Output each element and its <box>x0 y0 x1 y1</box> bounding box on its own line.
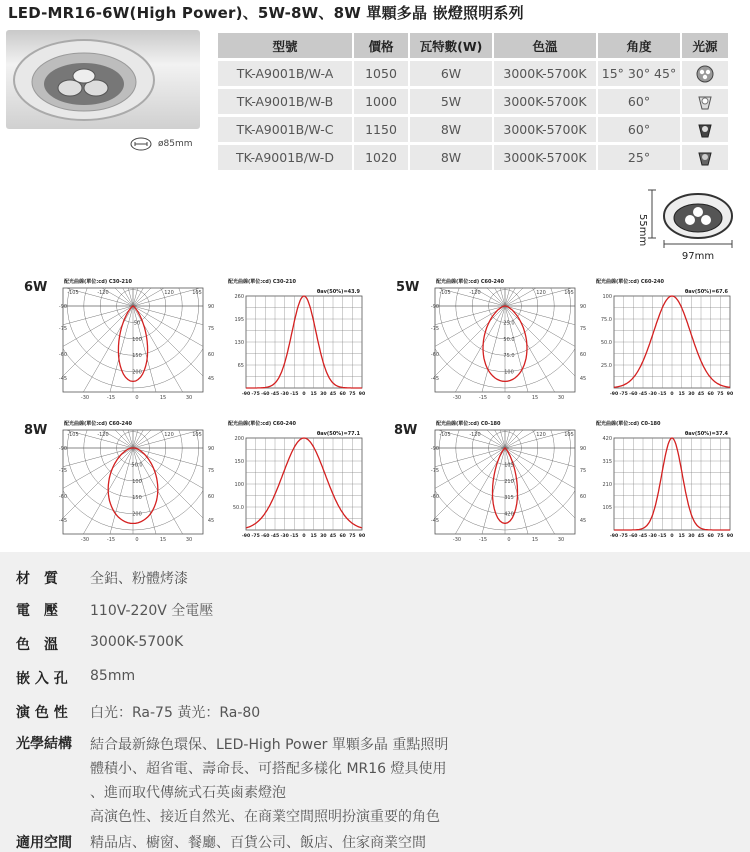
angle-label: -15 <box>478 537 488 543</box>
cell-angle: 60° <box>598 117 680 142</box>
x-tick-label: 60 <box>707 534 714 539</box>
spec-line: 、進而取代傳統式石英鹵素燈泡 <box>90 785 286 801</box>
x-tick-label: -75 <box>619 534 628 539</box>
angle-label: 120 <box>536 290 546 296</box>
cell-temp: 3000K-5700K <box>494 61 596 86</box>
angle-label: -105 <box>439 290 451 296</box>
x-tick-label: 45 <box>697 392 705 397</box>
radial-label: 200 <box>132 369 142 376</box>
cell-temp: 3000K-5700K <box>494 89 596 114</box>
spec-label: 演 色 性 <box>16 705 68 721</box>
x-tick-label: 90 <box>358 392 366 397</box>
angle-label: -75 <box>58 326 68 332</box>
power-label-8w-a: 8W <box>24 423 48 438</box>
angle-label: 15 <box>159 537 167 543</box>
angle-label: -90 <box>430 446 440 452</box>
y-tick-label: 105 <box>602 505 612 511</box>
led-bulb-icon <box>696 93 714 111</box>
angle-label: -15 <box>478 395 488 401</box>
chart-title: 配光曲線(單位:cd) C30-210 <box>228 279 296 285</box>
spec-value: 精品店、櫥窗、餐廳、百貨公司、飯店、住家商業空間 <box>90 835 426 851</box>
x-tick-label: 0 <box>670 534 674 539</box>
chart-title: 配光曲線(單位:cd) C60-240 <box>228 421 296 427</box>
radial-label: 100 <box>132 478 142 485</box>
spec-value: 3000K-5700K <box>90 634 184 650</box>
angle-label: 30 <box>185 395 193 401</box>
cell-model: TK-A9001B/W-A <box>218 61 352 86</box>
cell-source <box>682 89 728 114</box>
radial-label: 200 <box>132 511 142 518</box>
angle-label: 30 <box>557 537 565 543</box>
width-dimension: 97mm <box>681 251 715 262</box>
top-view-diagram <box>637 182 742 264</box>
angle-label: -45 <box>58 376 68 382</box>
spec-line: 高演色性、接近自然光、在商業空間照明扮演重要的角色 <box>90 809 440 825</box>
x-tick-label: 30 <box>688 534 695 539</box>
cell-model: TK-A9001B/W-C <box>218 117 352 142</box>
x-tick-label: 90 <box>358 534 366 539</box>
radial-label: 420 <box>504 511 514 518</box>
angle-label: 15 <box>531 537 539 543</box>
x-tick-label: 75 <box>349 392 356 397</box>
spec-color-temp <box>16 634 183 654</box>
cell-price: 1020 <box>354 145 408 170</box>
radial-label: 105 <box>504 462 514 469</box>
x-tick-label: -60 <box>629 534 638 539</box>
angle-label: 90 <box>579 446 587 452</box>
chart-title: 配光曲線(單位:cd) C60-240 <box>436 279 504 285</box>
angle-label: -120 <box>469 290 481 296</box>
angle-label: 30 <box>557 395 565 401</box>
x-tick-label: -30 <box>280 392 289 397</box>
angle-label: 60 <box>207 494 215 500</box>
cell-watt: 5W <box>410 89 492 114</box>
spec-value: 110V-220V 全電壓 <box>90 603 214 619</box>
spec-label: 材 質 <box>16 571 58 587</box>
x-tick-label: -90 <box>609 392 619 397</box>
x-tick-label: 0 <box>302 392 306 397</box>
beam-chart-5w <box>592 274 734 400</box>
header-source: 光源 <box>682 33 728 58</box>
chart-title: 配光曲線(單位:cd) C60-240 <box>596 279 664 285</box>
spec-value <box>90 733 448 829</box>
angle-label: -105 <box>67 290 79 296</box>
beam-chart-8w-b <box>592 416 734 542</box>
x-tick-label: 60 <box>707 392 714 397</box>
chart-title: 配光曲線(單位:cd) C0-180 <box>596 421 661 427</box>
angle-label: -75 <box>430 326 440 332</box>
spec-table-header <box>218 33 728 58</box>
x-tick-label: 45 <box>697 534 705 539</box>
grid-spoke <box>133 171 169 306</box>
header-price: 價格 <box>354 33 408 58</box>
angle-label: 105 <box>564 290 574 296</box>
x-tick-label: 75 <box>717 392 724 397</box>
y-tick-label: 195 <box>234 317 244 323</box>
angle-label: 90 <box>207 446 215 452</box>
x-tick-label: 15 <box>310 392 317 397</box>
angle-label: 30 <box>185 537 193 543</box>
angle-label: 45 <box>579 376 587 382</box>
y-tick-label: 210 <box>602 482 612 488</box>
angle-label: 0 <box>507 395 511 401</box>
x-tick-label: 45 <box>329 534 337 539</box>
spec-table <box>216 30 730 173</box>
cell-source <box>682 61 728 86</box>
cell-watt: 6W <box>410 61 492 86</box>
x-tick-label: 45 <box>329 392 337 397</box>
polar-chart-6w <box>56 274 215 401</box>
y-tick-label: 65 <box>237 363 244 369</box>
x-tick-label: 60 <box>339 392 346 397</box>
cell-price: 1050 <box>354 61 408 86</box>
header-model: 型號 <box>218 33 352 58</box>
cell-model: TK-A9001B/W-D <box>218 145 352 170</box>
power-label-8w-b: 8W <box>394 423 418 438</box>
angle-label: 60 <box>579 494 587 500</box>
spec-label: 嵌 入 孔 <box>16 671 68 687</box>
spec-label: 電 壓 <box>16 603 58 619</box>
y-tick-label: 130 <box>234 340 244 346</box>
y-tick-label: 75.0 <box>600 317 612 323</box>
grid-spoke <box>505 171 541 306</box>
beam-angle-label: θav(50%)=37.4 <box>684 431 728 437</box>
table-row <box>218 117 728 142</box>
radial-label: 150 <box>132 353 142 360</box>
angle-label: -45 <box>430 518 440 524</box>
spec-label: 光學結構 <box>16 736 72 752</box>
spec-label: 色 溫 <box>16 637 58 653</box>
radial-label: 25.0 <box>503 320 515 327</box>
chart-title: 配光曲線(單位:cd) C0-180 <box>436 421 501 427</box>
polar-chart-8w-a <box>56 416 215 543</box>
cell-temp: 3000K-5700K <box>494 145 596 170</box>
table-row <box>218 61 728 86</box>
y-tick-label: 420 <box>602 436 612 442</box>
table-row <box>218 145 728 170</box>
angle-label: -15 <box>106 395 116 401</box>
angle-label: 45 <box>207 518 215 524</box>
spec-line: 體積小、超省電、壽命長、可搭配多樣化 MR16 燈具使用 <box>90 761 447 777</box>
page-title: LED-MR16-6W(High Power)、5W-8W、8W 單顆多晶 嵌燈照明系列 <box>8 4 524 22</box>
angle-label: -30 <box>452 395 462 401</box>
angle-label: 105 <box>564 432 574 438</box>
x-tick-label: -75 <box>251 534 260 539</box>
cell-source <box>682 145 728 170</box>
cell-watt: 8W <box>410 117 492 142</box>
header-watt: 瓦特數(W) <box>410 33 492 58</box>
table-row <box>218 89 728 114</box>
downlight-image <box>6 30 200 129</box>
header-angle: 角度 <box>598 33 680 58</box>
angle-label: -90 <box>58 446 68 452</box>
angle-label: -120 <box>97 290 109 296</box>
x-tick-label: 15 <box>678 392 685 397</box>
angle-label: -30 <box>80 395 90 401</box>
x-tick-label: 75 <box>349 534 356 539</box>
x-tick-label: -60 <box>629 392 638 397</box>
radial-label: 150 <box>132 495 142 502</box>
angle-label: 75 <box>207 468 215 474</box>
x-tick-label: -90 <box>241 392 251 397</box>
angle-label: -75 <box>430 468 440 474</box>
angle-label: -60 <box>430 352 440 358</box>
product-photo <box>6 30 200 129</box>
angle-label: 45 <box>579 518 587 524</box>
x-tick-label: 15 <box>678 534 685 539</box>
x-tick-label: -30 <box>648 392 657 397</box>
cell-source <box>682 117 728 142</box>
cell-temp: 3000K-5700K <box>494 117 596 142</box>
y-tick-label: 260 <box>234 294 244 300</box>
x-tick-label: -30 <box>648 534 657 539</box>
angle-label: 90 <box>579 304 587 310</box>
x-tick-label: 15 <box>310 534 317 539</box>
x-tick-label: 0 <box>670 392 674 397</box>
chart-title: 配光曲線(單位:cd) C60-240 <box>64 421 132 427</box>
radial-label: 50.0 <box>503 336 515 343</box>
cell-watt: 8W <box>410 145 492 170</box>
spec-value: 白光：Ra-75 黃光：Ra-80 <box>90 705 261 721</box>
grid-spoke <box>469 171 505 306</box>
x-tick-label: -15 <box>290 392 299 397</box>
spec-voltage <box>16 600 213 620</box>
x-tick-label: 90 <box>726 534 734 539</box>
led-bulb-icon <box>696 121 714 139</box>
x-tick-label: -60 <box>261 534 270 539</box>
x-tick-label: 30 <box>320 534 327 539</box>
radial-label: 50.0 <box>131 462 143 469</box>
cell-angle: 25° <box>598 145 680 170</box>
radial-label: 75.0 <box>503 353 515 360</box>
radial-label: 50 <box>133 320 141 327</box>
y-tick-label: 315 <box>602 459 612 465</box>
radial-label: 100 <box>504 369 514 376</box>
beam-chart-8w-a <box>224 416 366 542</box>
cell-angle: 60° <box>598 89 680 114</box>
y-tick-label: 50.0 <box>232 505 244 511</box>
angle-label: -30 <box>452 537 462 543</box>
x-tick-label: -45 <box>638 392 648 397</box>
y-tick-label: 200 <box>234 436 244 442</box>
radial-label: 315 <box>504 495 514 502</box>
x-tick-label: -45 <box>270 392 280 397</box>
x-tick-label: -75 <box>619 392 628 397</box>
power-label-6w: 6W <box>24 280 48 295</box>
angle-label: -45 <box>58 518 68 524</box>
angle-label: 75 <box>207 326 215 332</box>
x-tick-label: 30 <box>320 392 327 397</box>
angle-label: -15 <box>106 537 116 543</box>
angle-label: 90 <box>207 304 215 310</box>
angle-label: 75 <box>579 326 587 332</box>
angle-label: -60 <box>58 494 68 500</box>
spec-line: 結合最新綠色環保、LED-High Power 單顆多晶 重點照明 <box>90 737 449 753</box>
x-tick-label: -45 <box>270 534 280 539</box>
power-label-5w: 5W <box>396 280 420 295</box>
x-tick-label: -15 <box>658 534 667 539</box>
spec-label: 適用空間 <box>16 835 72 851</box>
angle-label: -75 <box>58 468 68 474</box>
spec-usage <box>16 832 426 852</box>
chart-title: 配光曲線(單位:cd) C30-210 <box>64 279 132 285</box>
angle-label: -105 <box>67 432 79 438</box>
angle-label: 15 <box>531 395 539 401</box>
angle-label: 75 <box>579 468 587 474</box>
cutout-size: ø85mm <box>158 139 193 149</box>
angle-label: 120 <box>164 290 174 296</box>
y-tick-label: 100 <box>234 482 244 488</box>
angle-label: -60 <box>430 494 440 500</box>
x-tick-label: -45 <box>638 534 648 539</box>
cell-price: 1000 <box>354 89 408 114</box>
angle-label: 120 <box>164 432 174 438</box>
spec-hole <box>16 668 135 688</box>
angle-label: 60 <box>207 352 215 358</box>
beam-chart-6w <box>224 274 366 400</box>
cutout-dimension <box>130 137 193 151</box>
x-tick-label: -60 <box>261 392 270 397</box>
angle-label: 0 <box>135 395 139 401</box>
spec-value: 85mm <box>90 668 136 684</box>
header-temp: 色溫 <box>494 33 596 58</box>
y-tick-label: 25.0 <box>600 363 612 369</box>
angle-label: -30 <box>80 537 90 543</box>
angle-label: 0 <box>507 537 511 543</box>
angle-label: 60 <box>579 352 587 358</box>
x-tick-label: -90 <box>241 534 251 539</box>
polar-chart-5w <box>428 274 587 401</box>
angle-label: 105 <box>192 290 202 296</box>
angle-label: -105 <box>439 432 451 438</box>
y-tick-label: 100 <box>602 294 612 300</box>
cutout-icon <box>130 137 152 151</box>
beam-angle-label: θav(50%)=77.1 <box>316 431 360 437</box>
y-tick-label: 150 <box>234 459 244 465</box>
angle-label: -45 <box>430 376 440 382</box>
cell-angle: 15° 30° 45° <box>598 61 680 86</box>
x-tick-label: 90 <box>726 392 734 397</box>
spec-cri <box>16 702 260 722</box>
spec-value: 全鋁、粉體烤漆 <box>90 571 188 587</box>
angle-label: -120 <box>97 432 109 438</box>
x-tick-label: -15 <box>658 392 667 397</box>
cell-price: 1150 <box>354 117 408 142</box>
angle-label: 45 <box>207 376 215 382</box>
x-tick-label: 0 <box>302 534 306 539</box>
spec-optics <box>16 733 448 829</box>
x-tick-label: 75 <box>717 534 724 539</box>
polar-chart-8w-b <box>428 416 587 543</box>
x-tick-label: -90 <box>609 534 619 539</box>
led-bulb-icon <box>696 149 714 167</box>
angle-label: 120 <box>536 432 546 438</box>
angle-label: -90 <box>430 304 440 310</box>
radial-label: 100 <box>132 336 142 343</box>
angle-label: 0 <box>135 537 139 543</box>
led-bulb-icon <box>696 65 714 83</box>
x-tick-label: -15 <box>290 534 299 539</box>
x-tick-label: -75 <box>251 392 260 397</box>
spec-material <box>16 568 188 588</box>
angle-label: -120 <box>469 432 481 438</box>
angle-label: -90 <box>58 304 68 310</box>
x-tick-label: 30 <box>688 392 695 397</box>
angle-label: 15 <box>159 395 167 401</box>
beam-angle-label: θav(50%)=43.9 <box>316 289 360 295</box>
properties-section <box>0 552 750 852</box>
x-tick-label: 60 <box>339 534 346 539</box>
dimension-drawing <box>637 182 742 264</box>
y-tick-label: 50.0 <box>600 340 612 346</box>
x-tick-label: -30 <box>280 534 289 539</box>
angle-label: -60 <box>58 352 68 358</box>
cell-model: TK-A9001B/W-B <box>218 89 352 114</box>
grid-spoke <box>97 171 133 306</box>
radial-label: 210 <box>504 478 514 485</box>
height-dimension: 55mm <box>637 214 648 247</box>
angle-label: 105 <box>192 432 202 438</box>
beam-angle-label: θav(50%)=67.6 <box>684 289 728 295</box>
